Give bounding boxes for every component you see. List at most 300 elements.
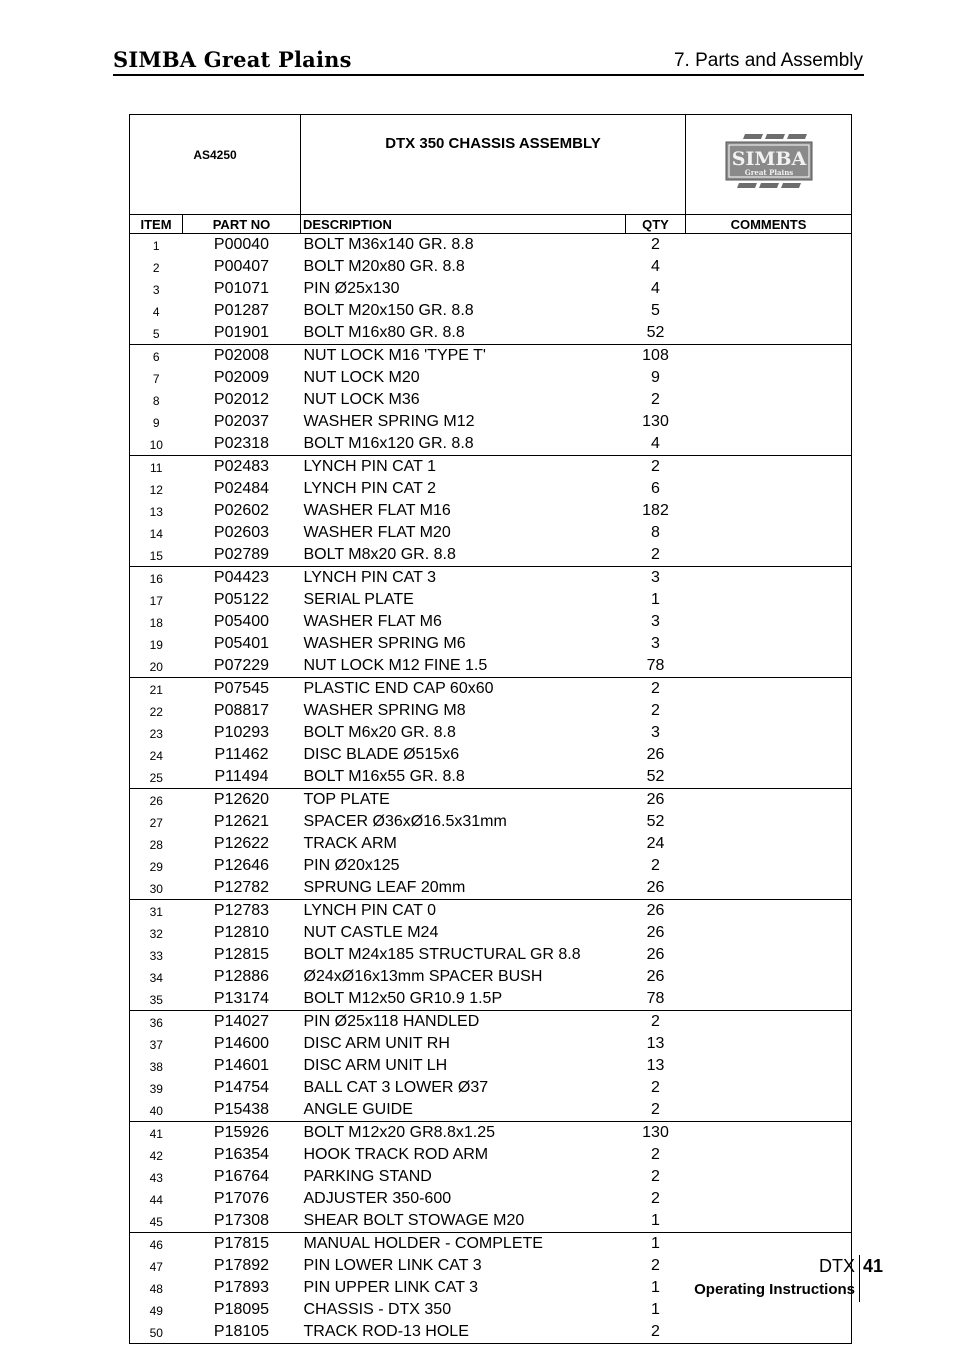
row-item-number: 23: [130, 722, 183, 744]
row-part-number: P02484: [213, 480, 270, 497]
row-item-number: 8: [130, 389, 183, 411]
table-row: [130, 1099, 852, 1122]
footer-divider: [859, 1255, 860, 1302]
table-row: [130, 944, 852, 966]
row-part-number: P02602: [213, 502, 270, 519]
row-comments: [686, 877, 852, 900]
row-description: PIN LOWER LINK CAT 3: [303, 1257, 482, 1274]
row-part-number: P18095: [213, 1301, 270, 1318]
table-row: [130, 1055, 852, 1077]
brand-logo: SIMBA Great Plains: [113, 47, 352, 72]
row-item-number: 12: [130, 478, 183, 500]
row-item-number: 36: [130, 1011, 183, 1034]
simba-logo-icon: [723, 134, 815, 190]
row-item-number: 45: [130, 1210, 183, 1233]
row-item-number: 28: [130, 833, 183, 855]
row-item-number: 31: [130, 900, 183, 923]
row-item-number: 30: [130, 877, 183, 900]
column-header-qty: QTY: [626, 215, 686, 234]
row-item-number: 26: [130, 789, 183, 812]
row-item-number: 5: [130, 322, 183, 345]
row-description: BOLT M36x140 GR. 8.8: [303, 236, 474, 253]
row-quantity: 2: [651, 391, 660, 408]
row-comments: [686, 300, 852, 322]
row-quantity: 26: [646, 924, 665, 941]
row-quantity: 4: [626, 433, 686, 456]
row-part-number: P05122: [213, 591, 270, 608]
row-comments: [686, 722, 852, 744]
table-row: [130, 744, 852, 766]
row-part-number: P14754: [213, 1079, 270, 1096]
table-row: [130, 655, 852, 678]
row-quantity: 24: [646, 835, 665, 852]
row-quantity: 4: [651, 258, 660, 275]
row-description: NUT LOCK M12 FINE 1.5: [301, 655, 626, 678]
table-row: [130, 1321, 852, 1344]
table-row: [130, 589, 852, 611]
table-row: [130, 966, 852, 988]
table-row: [130, 611, 852, 633]
row-part-number: P17893: [213, 1279, 270, 1296]
row-quantity: 6: [651, 480, 660, 497]
row-item-number: 35: [130, 988, 183, 1011]
table-row: [130, 300, 852, 322]
row-description: DISC ARM UNIT LH: [303, 1057, 448, 1074]
row-description: BOLT M12x20 GR8.8x1.25: [303, 1124, 496, 1141]
row-description: ANGLE GUIDE: [301, 1099, 626, 1122]
row-description: DISC ARM UNIT RH: [303, 1035, 450, 1052]
row-quantity: 9: [651, 369, 660, 386]
row-part-number: P01901: [183, 322, 301, 345]
row-part-number: P07545: [213, 680, 270, 697]
row-quantity: 13: [646, 1035, 665, 1052]
row-item-number: 39: [130, 1077, 183, 1099]
row-item-number: 22: [130, 700, 183, 722]
row-part-number: P12783: [213, 902, 270, 919]
row-comments: [686, 966, 852, 988]
row-description: LYNCH PIN CAT 0: [303, 902, 436, 919]
row-description: SERIAL PLATE: [303, 591, 414, 608]
row-description: WASHER SPRING M6: [303, 635, 466, 652]
table-row: [130, 500, 852, 522]
row-description: BOLT M24x185 STRUCTURAL GR 8.8: [303, 946, 581, 963]
row-part-number: P10293: [213, 724, 270, 741]
table-row: [130, 877, 852, 900]
row-item-number: 15: [130, 544, 183, 567]
row-part-number: P16764: [213, 1168, 270, 1185]
row-description: PIN Ø25x130: [303, 280, 400, 297]
row-description: BOLT M16x55 GR. 8.8: [301, 766, 626, 789]
row-quantity: 1: [651, 1301, 660, 1318]
table-row: [130, 522, 852, 544]
row-quantity: 78: [626, 655, 686, 678]
row-part-number: P17892: [213, 1257, 270, 1274]
row-item-number: 17: [130, 589, 183, 611]
row-description: BALL CAT 3 LOWER Ø37: [303, 1079, 489, 1096]
table-row: [130, 855, 852, 877]
row-quantity: 26: [646, 946, 665, 963]
row-part-number: P08817: [213, 702, 270, 719]
table-row: [130, 411, 852, 433]
row-quantity: 8: [651, 524, 660, 541]
column-header-item: ITEM: [130, 215, 183, 234]
table-row: [130, 1255, 852, 1277]
row-description: DISC BLADE Ø515x6: [303, 746, 460, 763]
row-part-number: P05401: [213, 635, 270, 652]
row-part-number: P11494: [183, 766, 301, 789]
row-item-number: 32: [130, 922, 183, 944]
row-description: LYNCH PIN CAT 2: [303, 480, 436, 497]
simba-logo-badge: [686, 115, 852, 215]
row-item-number: 10: [130, 433, 183, 456]
row-comments: [686, 1055, 852, 1077]
table-row: [130, 1011, 852, 1034]
row-item-number: 42: [130, 1144, 183, 1166]
row-description: NUT LOCK M36: [303, 391, 420, 408]
row-comments: [686, 633, 852, 655]
row-item-number: 50: [130, 1321, 183, 1344]
row-description: BOLT M16x80 GR. 8.8: [301, 322, 626, 345]
row-part-number: P12782: [183, 877, 301, 900]
row-quantity: 2: [626, 1321, 686, 1344]
row-comments: [686, 544, 852, 567]
row-quantity: 52: [646, 813, 665, 830]
row-part-number: P14027: [213, 1013, 270, 1030]
row-item-number: 41: [130, 1122, 183, 1145]
row-description: BOLT M16x120 GR. 8.8: [301, 433, 626, 456]
row-comments: [686, 567, 852, 590]
row-quantity: 1: [626, 1210, 686, 1233]
row-comments: [686, 900, 852, 923]
row-quantity: 26: [626, 877, 686, 900]
row-part-number: P00040: [213, 236, 270, 253]
row-description: SPACER Ø36xØ16.5x31mm: [303, 813, 507, 830]
column-header-description: DESCRIPTION: [301, 215, 626, 234]
row-item-number: 18: [130, 611, 183, 633]
row-description: NUT LOCK M16 'TYPE T': [303, 347, 486, 364]
parts-rows: [130, 234, 852, 1344]
row-description: BOLT M20x150 GR. 8.8: [303, 302, 474, 319]
row-comments: [686, 256, 852, 278]
row-part-number: P05400: [213, 613, 270, 630]
table-row: [130, 567, 852, 590]
row-part-number: P11462: [214, 746, 269, 763]
row-comments: [686, 234, 852, 257]
table-row: [130, 1122, 852, 1145]
row-item-number: 37: [130, 1033, 183, 1055]
row-part-number: P02789: [183, 544, 301, 567]
row-item-number: 48: [130, 1277, 183, 1299]
table-row: [130, 811, 852, 833]
row-comments: [686, 345, 852, 368]
row-quantity: 3: [651, 635, 660, 652]
row-part-number: P02483: [213, 458, 270, 475]
row-part-number: P13174: [183, 988, 301, 1011]
parts-table: [129, 114, 852, 1344]
row-part-number: P02037: [213, 413, 270, 430]
row-comments: [686, 433, 852, 456]
row-description: MANUAL HOLDER - COMPLETE: [303, 1235, 543, 1252]
row-description: Ø24xØ16x13mm SPACER BUSH: [303, 968, 543, 985]
table-row: [130, 1033, 852, 1055]
row-comments: [686, 278, 852, 300]
table-row: [130, 478, 852, 500]
row-part-number: P02008: [213, 347, 270, 364]
row-item-number: 11: [130, 456, 183, 479]
row-description: NUT LOCK M20: [303, 369, 420, 386]
row-comments: [686, 700, 852, 722]
row-comments: [686, 411, 852, 433]
table-row: [130, 1210, 852, 1233]
table-row: [130, 722, 852, 744]
row-comments: [686, 766, 852, 789]
table-row: [130, 1299, 852, 1321]
row-part-number: P00407: [213, 258, 270, 275]
table-row: [130, 766, 852, 789]
column-header-comments: COMMENTS: [686, 215, 852, 234]
row-item-number: 49: [130, 1299, 183, 1321]
row-quantity: 2: [651, 1013, 660, 1030]
row-comments: [686, 1011, 852, 1034]
logo-sub-text: Great Plains: [744, 168, 793, 177]
row-item-number: 13: [130, 500, 183, 522]
row-item-number: 4: [130, 300, 183, 322]
row-quantity: 3: [651, 569, 660, 586]
row-description: TRACK ROD-13 HOLE: [301, 1321, 626, 1344]
footer-subtitle: Operating Instructions: [694, 1281, 855, 1298]
row-comments: [686, 833, 852, 855]
page-number: 41: [863, 1256, 884, 1276]
table-row: [130, 322, 852, 345]
row-part-number: P15926: [213, 1124, 270, 1141]
table-row: [130, 922, 852, 944]
row-part-number: P01287: [213, 302, 270, 319]
row-item-number: 21: [130, 678, 183, 701]
row-description: SHEAR BOLT STOWAGE M20: [301, 1210, 626, 1233]
row-comments: [686, 522, 852, 544]
table-row: [130, 1233, 852, 1256]
row-quantity: 3: [651, 724, 660, 741]
assembly-title: DTX 350 CHASSIS ASSEMBLY: [301, 115, 686, 215]
row-part-number: P12810: [213, 924, 270, 941]
section-title: 7. Parts and Assembly: [673, 50, 863, 71]
table-row: [130, 1166, 852, 1188]
row-description: BOLT M20x80 GR. 8.8: [303, 258, 465, 275]
row-part-number: P02318: [183, 433, 301, 456]
row-quantity: 26: [646, 746, 665, 763]
footer-model: DTX: [819, 1256, 855, 1276]
row-comments: [686, 678, 852, 701]
row-part-number: P18105: [183, 1321, 301, 1344]
row-description: PARKING STAND: [303, 1168, 432, 1185]
row-quantity: 26: [646, 902, 665, 919]
row-description: PIN Ø25x118 HANDLED: [303, 1013, 480, 1030]
row-comments: [686, 322, 852, 345]
row-item-number: 34: [130, 966, 183, 988]
row-item-number: 27: [130, 811, 183, 833]
row-part-number: P07229: [183, 655, 301, 678]
row-part-number: P02603: [213, 524, 270, 541]
row-part-number: P12886: [213, 968, 270, 985]
row-quantity: 2: [651, 702, 660, 719]
table-row: [130, 544, 852, 567]
row-item-number: 14: [130, 522, 183, 544]
row-comments: [686, 478, 852, 500]
row-quantity: 52: [626, 766, 686, 789]
row-quantity: 52: [626, 322, 686, 345]
row-item-number: 9: [130, 411, 183, 433]
row-part-number: P04423: [213, 569, 270, 586]
row-part-number: P17308: [183, 1210, 301, 1233]
row-quantity: 5: [651, 302, 660, 319]
row-part-number: P12620: [213, 791, 270, 808]
row-comments: [686, 655, 852, 678]
row-comments: [686, 589, 852, 611]
row-quantity: 2: [651, 1079, 660, 1096]
row-part-number: P16354: [213, 1146, 270, 1163]
row-description: HOOK TRACK ROD ARM: [303, 1146, 489, 1163]
row-comments: [686, 1144, 852, 1166]
row-quantity: 2: [626, 1099, 686, 1122]
row-comments: [686, 389, 852, 411]
row-comments: [686, 1299, 852, 1321]
row-comments: [686, 988, 852, 1011]
row-part-number: P17815: [213, 1235, 270, 1252]
row-comments: [686, 500, 852, 522]
row-quantity: 130: [642, 1124, 669, 1141]
row-quantity: 1: [651, 1235, 660, 1252]
row-item-number: 1: [130, 234, 183, 257]
row-item-number: 20: [130, 655, 183, 678]
table-row: [130, 900, 852, 923]
row-comments: [686, 1099, 852, 1122]
row-part-number: P14601: [213, 1057, 270, 1074]
row-quantity: 26: [646, 791, 665, 808]
row-comments: [686, 1033, 852, 1055]
row-description: WASHER FLAT M6: [303, 613, 442, 630]
row-part-number: P02012: [213, 391, 270, 408]
row-part-number: P15438: [183, 1099, 301, 1122]
row-quantity: 2: [651, 857, 660, 874]
row-description: ADJUSTER 350-600: [303, 1190, 452, 1207]
row-description: LYNCH PIN CAT 1: [303, 458, 436, 475]
row-item-number: 3: [130, 278, 183, 300]
row-item-number: 40: [130, 1099, 183, 1122]
row-description: LYNCH PIN CAT 3: [303, 569, 436, 586]
row-description: WASHER FLAT M20: [303, 524, 451, 541]
row-comments: [686, 855, 852, 877]
row-comments: [686, 456, 852, 479]
row-quantity: 182: [642, 502, 669, 519]
row-description: TRACK ARM: [303, 835, 397, 852]
table-row: [130, 345, 852, 368]
row-description: NUT CASTLE M24: [303, 924, 439, 941]
row-quantity: 4: [651, 280, 660, 297]
row-item-number: 7: [130, 367, 183, 389]
row-description: PLASTIC END CAP 60x60: [303, 680, 494, 697]
row-item-number: 24: [130, 744, 183, 766]
row-item-number: 43: [130, 1166, 183, 1188]
row-quantity: 2: [651, 1257, 660, 1274]
row-quantity: 2: [626, 544, 686, 567]
row-part-number: P01071: [213, 280, 270, 297]
row-quantity: 108: [642, 347, 669, 364]
row-quantity: 2: [651, 1146, 660, 1163]
table-row: [130, 789, 852, 812]
row-quantity: 13: [646, 1057, 665, 1074]
row-item-number: 29: [130, 855, 183, 877]
row-part-number: P02009: [213, 369, 270, 386]
row-comments: [686, 789, 852, 812]
row-comments: [686, 1210, 852, 1233]
row-quantity: 1: [651, 591, 660, 608]
row-comments: [686, 811, 852, 833]
table-row: [130, 1188, 852, 1210]
row-description: CHASSIS - DTX 350: [303, 1301, 452, 1318]
row-quantity: 2: [651, 680, 660, 697]
row-comments: [686, 367, 852, 389]
row-part-number: P12646: [213, 857, 270, 874]
table-row: [130, 1144, 852, 1166]
row-description: WASHER FLAT M16: [303, 502, 451, 519]
row-quantity: 130: [642, 413, 669, 430]
row-comments: [686, 922, 852, 944]
table-row: [130, 833, 852, 855]
row-part-number: P14600: [213, 1035, 270, 1052]
row-quantity: 2: [651, 458, 660, 475]
row-quantity: 2: [651, 1168, 660, 1185]
table-row: [130, 633, 852, 655]
header-rule: [113, 74, 864, 76]
row-description: WASHER SPRING M12: [303, 413, 475, 430]
table-row: [130, 456, 852, 479]
row-comments: [686, 1166, 852, 1188]
table-row: [130, 278, 852, 300]
row-part-number: P12815: [213, 946, 270, 963]
row-quantity: 3: [651, 613, 660, 630]
row-description: WASHER SPRING M8: [303, 702, 466, 719]
logo-main-text: SIMBA: [731, 148, 806, 170]
row-comments: [686, 1233, 852, 1256]
row-item-number: 46: [130, 1233, 183, 1256]
row-comments: [686, 1321, 852, 1344]
row-quantity: 26: [646, 968, 665, 985]
table-row: [130, 433, 852, 456]
row-quantity: 2: [651, 236, 660, 253]
row-comments: [686, 944, 852, 966]
row-part-number: P12621: [213, 813, 270, 830]
row-item-number: 19: [130, 633, 183, 655]
table-row: [130, 1077, 852, 1099]
row-description: TOP PLATE: [303, 791, 390, 808]
row-item-number: 6: [130, 345, 183, 368]
row-comments: [686, 1077, 852, 1099]
row-part-number: P12622: [213, 835, 270, 852]
row-comments: [686, 1122, 852, 1145]
row-comments: [686, 744, 852, 766]
table-row: [130, 678, 852, 701]
row-item-number: 2: [130, 256, 183, 278]
table-row: [130, 988, 852, 1011]
table-row: [130, 234, 852, 257]
table-row: [130, 389, 852, 411]
row-description: PIN UPPER LINK CAT 3: [303, 1279, 479, 1296]
row-item-number: 33: [130, 944, 183, 966]
row-comments: [686, 1188, 852, 1210]
table-row: [130, 700, 852, 722]
row-description: BOLT M12x50 GR10.9 1.5P: [301, 988, 626, 1011]
row-quantity: 1: [651, 1279, 660, 1296]
